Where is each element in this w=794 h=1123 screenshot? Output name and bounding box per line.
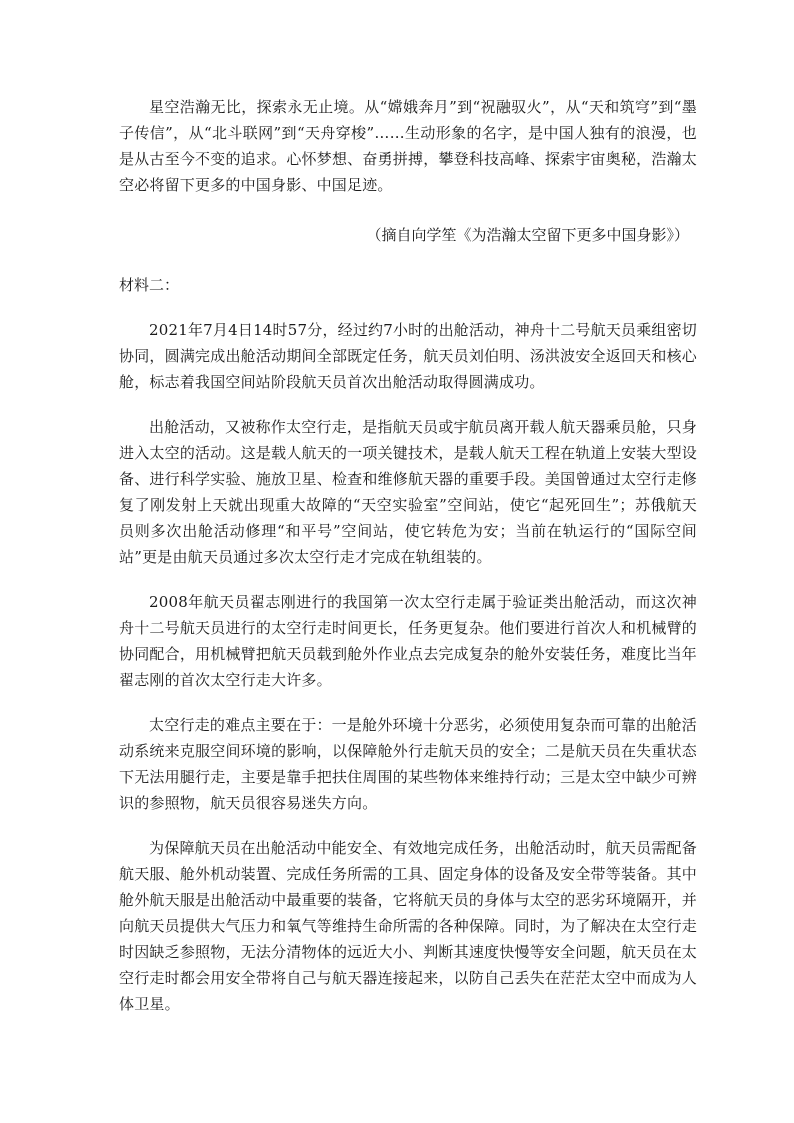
paragraph-intro: 星空浩瀚无比，探索永无止境。从“嫦娥奔月”到“祝融驭火”，从“天和筑穹”到“墨子传信”，从“北斗联网”到“天舟穿梭”……生动形象的名字，是中国人独有的浪漫，也是从古至今不变的追求。心怀梦想、奋勇拼搏，攀登科技高峰、探索宇宙奥秘，浩瀚太空必将留下更多的中国身影、中国足迹。 xyxy=(119,98,697,194)
citation: （摘自向学笙《为浩瀚太空留下更多中国身影》） xyxy=(366,226,689,244)
section-heading-material-2: 材料二： xyxy=(119,276,180,294)
paragraph-eva-date: 2021年7月4日14时57分，经过约7小时的出舱活动，神舟十二号航天员乘组密切协同，圆满完成出舱活动期间全部既定任务，航天员刘伯明、汤洪波安全返回天和核心舱，标志着我国空间站阶段航天员首次出舱活动取得圆满成功。 xyxy=(119,321,697,391)
paragraph-eva-equipment: 为保障航天员在出舱活动中能安全、有效地完成任务，出舱活动时，航天员需配备航天服、舱外机动装置、完成任务所需的工具、固定身体的设备及安全带等装备。其中舱外航天服是出舱活动中最重要的装备，它将航天员的身体与太空的恶劣环境隔开，并向航天员提供大气压力和氧气等维持生命所需的各种保障。同时，为了解决在太空行走时因缺乏参照物，无法分清物体的远近大小、判断其速度快慢等安全问题，航天员在太空行走时都会用安全带将自己与航天器连接起来，以防自己丢失在茫茫太空中而成为人体卫星。 xyxy=(119,839,697,1013)
paragraph-eva-definition: 出舱活动，又被称作太空行走，是指航天员或宇航员离开载人航天器乘员舱，只身进入太空的活动。这是载人航天的一项关键技术，是载人航天工程在轨道上安装大型设备、进行科学实验、施放卫星、检查和维修航天器的重要手段。美国曾通过太空行走修复了刚发射上天就出现重大故障的“天空实验室”空间站，使它“起死回生”；苏俄航天员则多次出舱活动修理“和平号”空间站，使它转危为安；当前在轨运行的“国际空间站”更是由航天员通过多次太空行走才完成在轨组装的。 xyxy=(119,418,697,566)
paragraph-eva-difficulties: 太空行走的难点主要在于：一是舱外环境十分恶劣，必须使用复杂而可靠的出舱活动系统来克服空间环境的影响，以保障舱外行走航天员的安全；二是航天员在失重状态下无法用腿行走，主要是靠手把扶住周围的某些物体来维持行动；三是太空中缺少可辨识的参照物，航天员很容易迷失方向。 xyxy=(119,716,697,812)
paragraph-eva-comparison: 2008年航天员翟志刚进行的我国第一次太空行走属于验证类出舱活动，而这次神舟十二号航天员进行的太空行走时间更长，任务更复杂。他们要进行首次人和机械臂的协同配合，用机械臂把航天员载到舱外作业点去完成复杂的舱外安装任务，难度比当年翟志刚的首次太空行走大许多。 xyxy=(119,593,697,689)
document-page xyxy=(119,94,697,1017)
